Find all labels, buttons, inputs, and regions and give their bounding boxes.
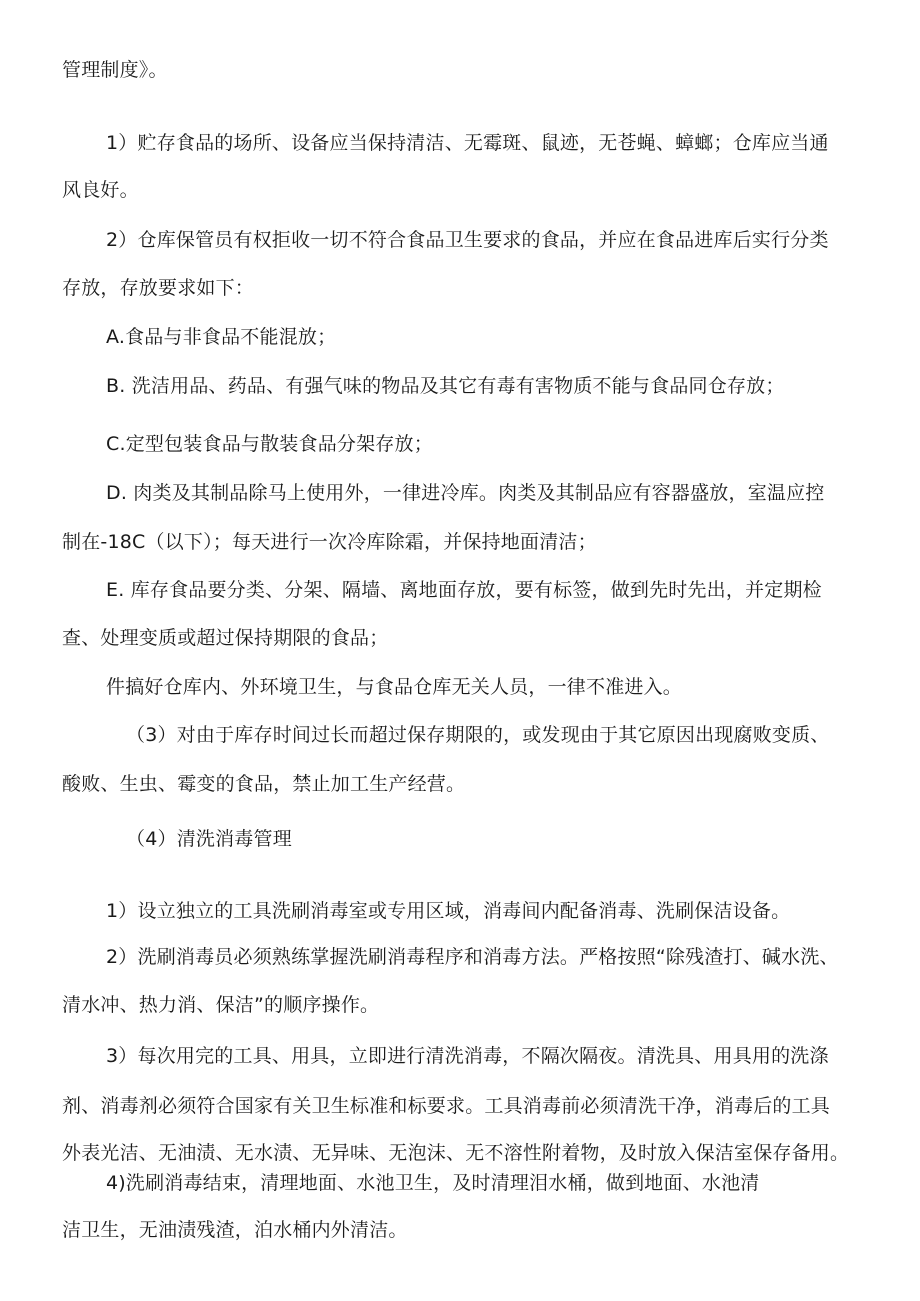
text-line: 风良好。: [62, 179, 139, 201]
text-line: 剂、消毒剂必须符合国家有关卫生标准和标要求。工具消毒前必须清洗干净，消毒后的工具: [62, 1095, 831, 1117]
text-line: 2）洗刷消毒员必须熟练掌握洗刷消毒程序和消毒方法。严格按照“除残渣打、碱水洗、: [106, 946, 839, 968]
text-line: （3）对由于库存时间过长而超过保存期限的，或发现由于其它原因出现腐败变质、: [126, 724, 830, 746]
text-line: 存放，存放要求如下：: [62, 277, 255, 299]
text-line: 件搞好仓库内、外环境卫生，与食品仓库无关人员，一律不准进入。: [106, 676, 683, 698]
text-line: C.定型包装食品与散装食品分架存放；: [106, 433, 433, 455]
text-line: 查、处理变质或超过保持期限的食品；: [62, 627, 389, 649]
text-line: E. 库存食品要分类、分架、隔墙、离地面存放，要有标签，做到先时先出，并定期检: [106, 579, 822, 601]
text-line: 制在-18C（以下）；每天进行一次冷库除霜，并保持地面清洁；: [62, 531, 597, 553]
text-line: 1）设立独立的工具洗刷消毒室或专用区域，消毒间内配备消毒、洗刷保洁设备。: [106, 900, 791, 922]
text-line: 4)洗刷消毒结束，清理地面、水池卫生，及时清理泪水桶，做到地面、水池清: [106, 1172, 760, 1194]
text-line: 2）仓库保管员有权拒收一切不符合食品卫生要求的食品，并应在食品进库后实行分类: [106, 229, 829, 251]
text-line: B. 洗洁用品、药品、有强气味的物品及其它有毒有害物质不能与食品同仓存放；: [106, 375, 785, 397]
text-line: A.食品与非食品不能混放；: [106, 326, 337, 348]
text-line: 管理制度》。: [62, 59, 168, 81]
text-line: 清水冲、热力消、保洁”的顺序操作。: [62, 994, 380, 1016]
text-line: D. 肉类及其制品除马上使用外，一律进冷库。肉类及其制品应有容器盛放，室温应控: [106, 482, 825, 504]
text-line: 酸败、生虫、霉变的食品，禁止加工生产经营。: [62, 773, 466, 795]
text-line: （4）清洗消毒管理: [126, 828, 292, 850]
text-line: 洁卫生，无油渍残渣，泊水桶内外清洁。: [62, 1219, 408, 1241]
text-line: 外表光洁、无油渍、无水渍、无异味、无泡沫、无不溶性附着物，及时放入保洁室保存备用。: [62, 1142, 850, 1164]
text-line: 3）每次用完的工具、用具，立即进行清洗消毒，不隔次隔夜。清洗具、用具用的洗涤: [106, 1045, 829, 1067]
text-line: 1）贮存食品的场所、设备应当保持清洁、无霉斑、鼠迹，无苍蝇、蟑螂；仓库应当通: [106, 132, 829, 154]
